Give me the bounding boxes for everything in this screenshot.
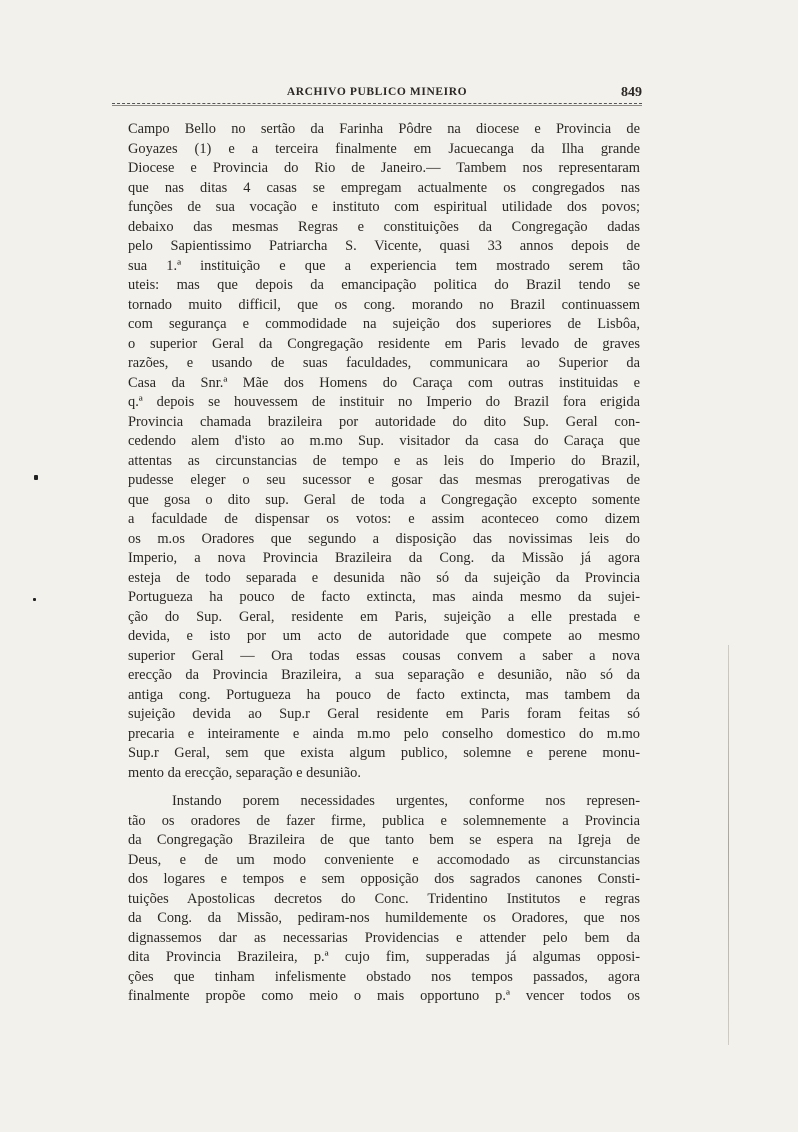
paragraph bbox=[128, 120, 640, 783]
text-line: uteis: mas que depois da emancipação politica do Brazil tendo se bbox=[128, 277, 640, 293]
text-line: ções que tinham infelismente obstado nos tempos passados, agora bbox=[128, 968, 640, 985]
text-line: que gosa o dito sup. Geral de toda a Congregação excepto somente bbox=[128, 491, 640, 508]
text-line: da Congregação Brazileira de que tanto bem se espera na Igreja de bbox=[128, 832, 640, 848]
text-line: precaria e inteiramente e ainda m.mo pelo conselho domestico do m.mo bbox=[128, 725, 640, 742]
body-text bbox=[128, 120, 640, 1007]
header-rule bbox=[112, 103, 642, 104]
text-line: o superior Geral da Congregação residente em Paris levado de graves bbox=[128, 335, 640, 352]
text-line: pelo Sapientissimo Patriarcha S. Vicente, quasi 33 annos depois de bbox=[128, 238, 640, 254]
text-line: ção do Sup. Geral, residente em Paris, sujeição a elle prestada e bbox=[128, 608, 640, 625]
running-title: ARCHIVO PUBLICO MINEIRO bbox=[286, 86, 468, 98]
text-line: Sup.r Geral, sem que exista algum publico, solemne e perene monu- bbox=[128, 745, 640, 761]
text-line: que nas ditas 4 casas se empregam actualmente os congregados nas bbox=[128, 179, 640, 196]
text-line: Portugueza ha pouco de facto extincta, mas ainda mesmo da sujei- bbox=[128, 589, 640, 605]
text-line: pudesse eleger o seu sucessor e gosar das mesmas prerogativas de bbox=[128, 472, 640, 488]
text-line: Imperio, a nova Provincia Brazileira da Cong. da Missão já agora bbox=[128, 550, 640, 566]
page-number: 849 bbox=[621, 85, 642, 100]
text-line: attentas as circunstancias de tempo e as leis do Imperio do Brazil, bbox=[128, 452, 640, 469]
text-line: Diocese e Provincia do Rio de Janeiro.— Tambem nos representaram bbox=[128, 160, 640, 176]
text-line: Campo Bello no sertão da Farinha Pôdre na diocese e Provincia de bbox=[128, 121, 640, 137]
text-line: os m.os Oradores que segundo a disposição das novissimas leis do bbox=[128, 530, 640, 547]
text-line: funções de sua vocação e instituto com espiritual utilidade dos povos; bbox=[128, 199, 640, 215]
text-line: Deus, e de um modo conveniente e accomodado as circunstancias bbox=[128, 851, 640, 868]
text-line: Instando porem necessidades urgentes, conforme nos represen- bbox=[172, 793, 640, 809]
margin-mark bbox=[34, 475, 38, 480]
text-line: dita Provincia Brazileira, p.ª cujo fim, supperadas já algumas opposi- bbox=[128, 949, 640, 965]
text-line: a faculdade de dispensar os votos: e assim aconteceo como dizem bbox=[128, 511, 640, 527]
text-line: erecção da Provincia Brazileira, a sua separação e desunião, não só da bbox=[128, 667, 640, 683]
text-line: tuições Apostolicas decretos do Conc. Tridentino Institutos e regras bbox=[128, 890, 640, 907]
text-line: tão os oradores de fazer firme, publica e solemnemente a Provincia bbox=[128, 812, 640, 829]
text-line: q.ª depois se houvessem de instituir no Imperio do Brazil fora erigida bbox=[128, 394, 640, 410]
margin-mark bbox=[33, 598, 36, 601]
text-line: Goyazes (1) e a terceira finalmente em Jacuecanga da Ilha grande bbox=[128, 140, 640, 157]
text-line: Casa da Snr.ª Mãe dos Homens do Caraça com outras instituidas e bbox=[128, 374, 640, 391]
text-line: antiga cong. Portugueza ha pouco de facto extincta, mas tambem da bbox=[128, 686, 640, 703]
text-line: dignassemos dar as necessarias Providencias e attender pelo bem da bbox=[128, 929, 640, 946]
text-line: mento da erecção, separação e desunião. bbox=[128, 764, 361, 781]
text-line: razões, e usando de suas faculdades, communicara ao Superior da bbox=[128, 355, 640, 371]
text-line: devida, e isto por um acto de autoridade que compete ao mesmo bbox=[128, 628, 640, 644]
text-line: debaixo das mesmas Regras e constituições da Congregação dadas bbox=[128, 218, 640, 235]
scan-edge-shadow bbox=[728, 645, 729, 1045]
text-line: Provincia chamada brazileira por autoridade do dito Sup. Geral con- bbox=[128, 413, 640, 430]
text-line: sujeição devida ao Sup.r Geral residente em Paris foram feitas só bbox=[128, 706, 640, 722]
text-line: com segurança e commodidade na sujeição dos superiores de Lisbôa, bbox=[128, 316, 640, 332]
text-line: finalmente propõe como meio o mais opportuno p.ª vencer todos os bbox=[128, 988, 640, 1004]
text-line: cedendo alem d'isto ao m.mo Sup. visitador da casa do Caraça que bbox=[128, 433, 640, 449]
text-line: sua 1.ª instituição e que a experiencia tem mostrado serem tão bbox=[128, 257, 640, 274]
paragraph bbox=[128, 792, 640, 1007]
text-line: superior Geral — Ora todas essas cousas convem a saber a nova bbox=[128, 647, 640, 664]
text-line: da Cong. da Missão, pediram-nos humildemente os Oradores, que nos bbox=[128, 910, 640, 926]
text-line: esteja de todo separada e desunida não só da sujeição da Provincia bbox=[128, 569, 640, 586]
header-rule-solid bbox=[112, 105, 642, 106]
text-line: tornado muito difficil, que os cong. morando no Brazil continuassem bbox=[128, 296, 640, 313]
text-line: dos logares e tempos e sem opposição dos sagrados canones Consti- bbox=[128, 871, 640, 887]
